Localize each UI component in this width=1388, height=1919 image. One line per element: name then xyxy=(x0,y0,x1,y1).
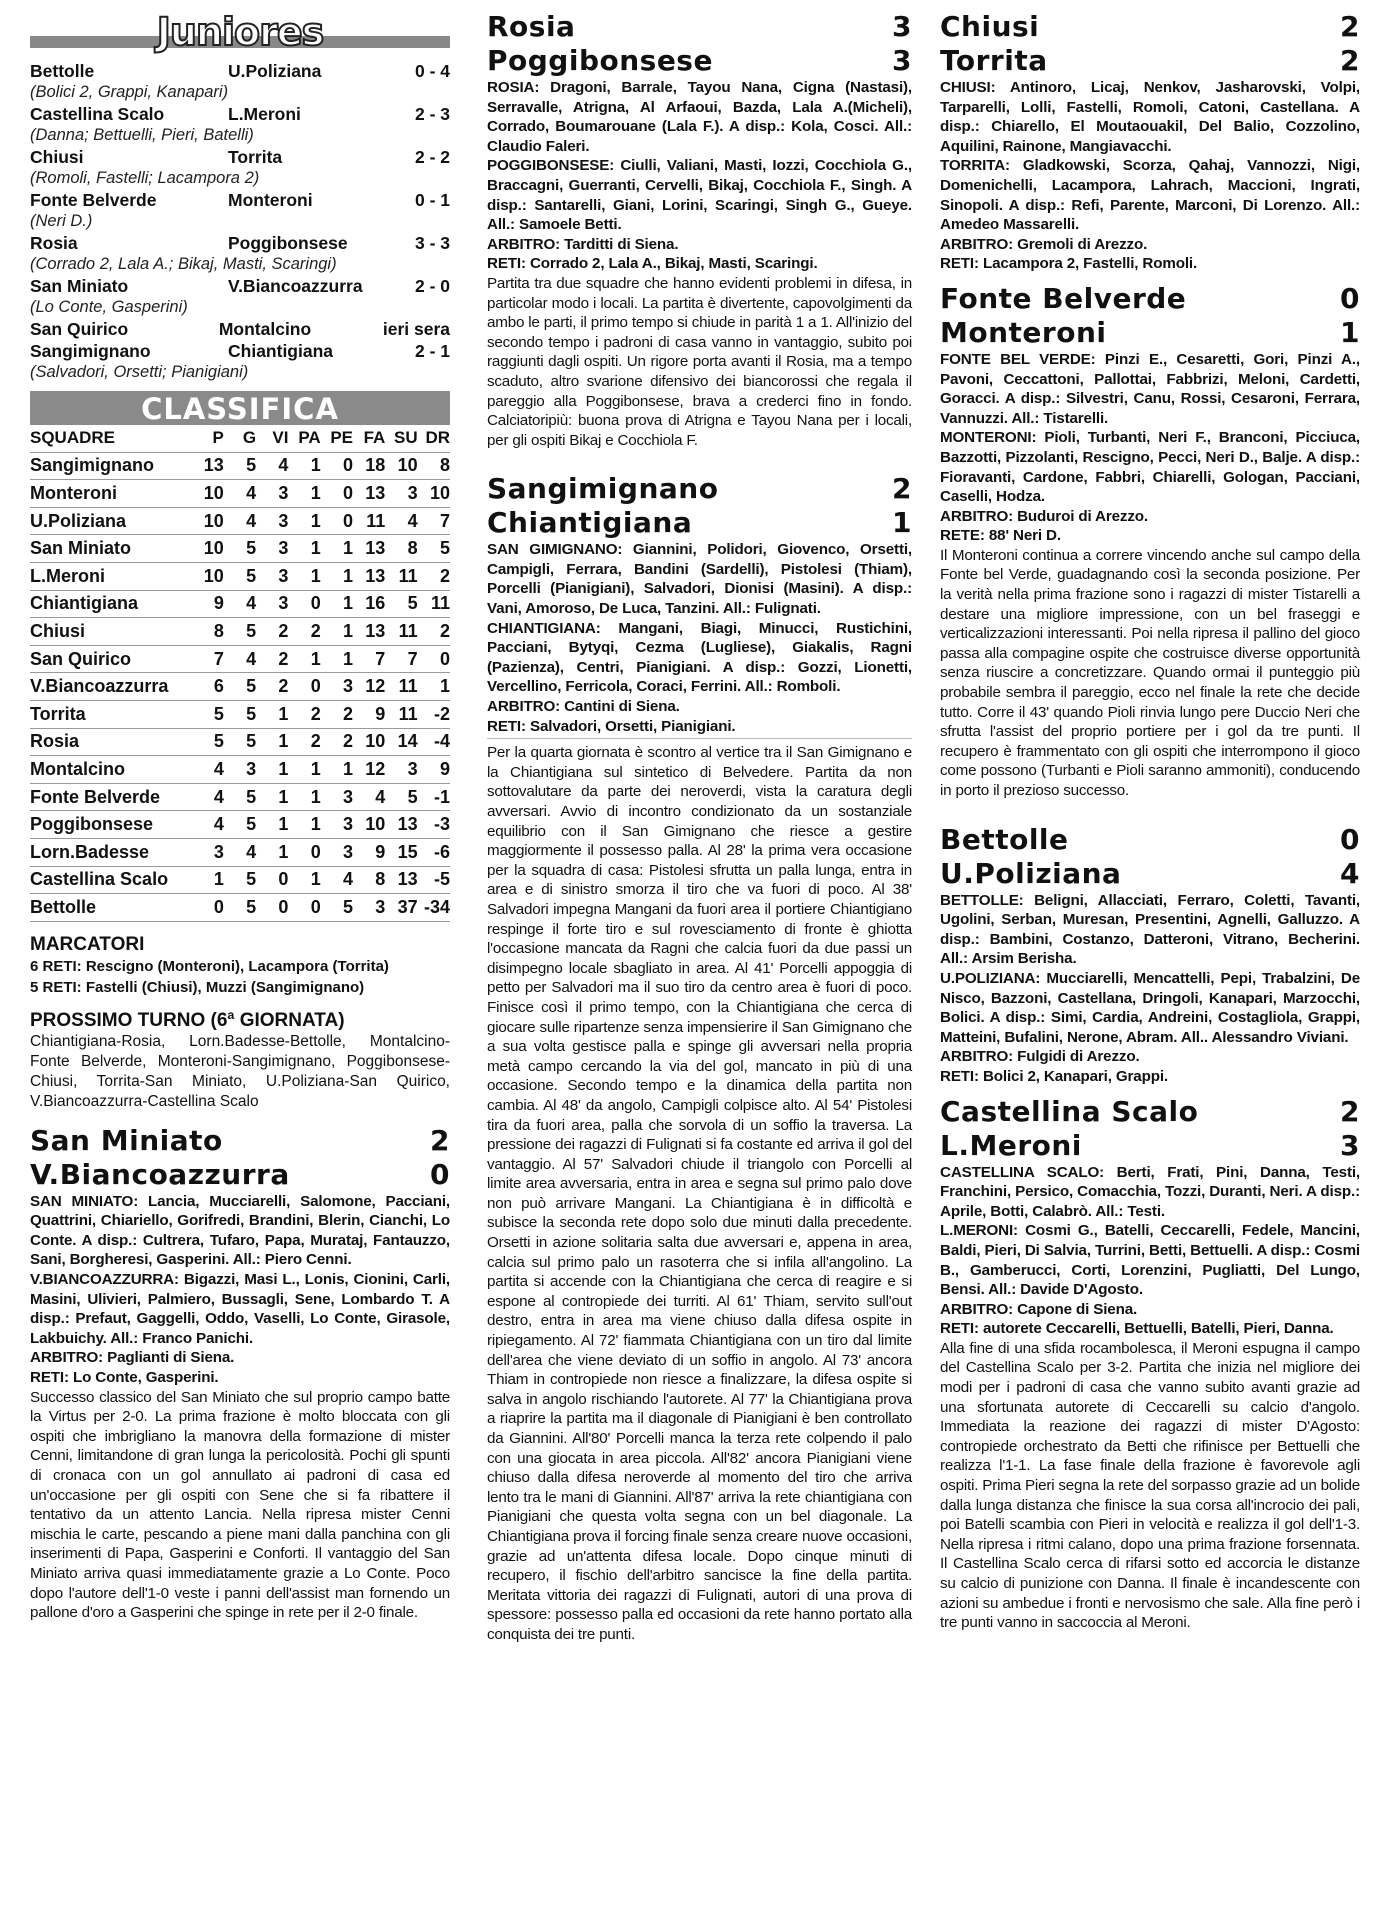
stat-cell: 1 xyxy=(288,866,320,894)
prossimo-text: Chiantigiana-Rosia, Lorn.Badesse-Bettolle, Montalcino-Fonte Belverde, Monteroni-Sangimignano, Poggibonsese-Chiusi, Torrita-San Miniato, U.Poliziana-San Quirico, V.Biancoazzurra-Castellina Scalo xyxy=(30,1032,450,1110)
stat-cell: 1 xyxy=(321,756,353,784)
stat-cell: SU xyxy=(385,425,417,452)
lineup-home: ROSIA: Dragoni, Barrale, Tayou Nana, Cigna (Nastasi), Serravalle, Atrigna, Al Arfaoui, Bazda, Lala A.(Micheli), Corrado, Boumarouane (Lala F.). A disp.: Kola, Cosci. All.: Claudio Faleri. xyxy=(487,79,912,155)
team-cell: Monteroni xyxy=(30,480,192,508)
stat-cell: 3 xyxy=(256,507,288,535)
stat-cell: 2 xyxy=(256,618,288,646)
stat-cell: 0 xyxy=(192,894,224,922)
lineup-away: POGGIBONSESE: Ciulli, Valiani, Masti, Iozzi, Cocchiola G., Braccagni, Guerranti, Cervelli, Bikaj, Cocchiola F., Singh. A disp.: Santarelli, Giani, Lorini, Scaringi, Singh G., Gueye. All.: Samoele Betti. xyxy=(487,157,912,234)
stat-cell: 3 xyxy=(256,590,288,618)
stat-cell: 2 xyxy=(321,700,353,728)
marcatori-title: MARCATORI xyxy=(30,933,145,955)
divider xyxy=(487,738,912,739)
stat-cell: FA xyxy=(353,425,385,452)
team-cell: Sangimignano xyxy=(30,452,192,480)
lineup-home: CHIUSI: Antinoro, Licaj, Nenkov, Jasharovski, Volpi, Tarparelli, Lolli, Fastelli, Romoli, Catoni, Castellana. A disp.: Chiarello, El Moutaouakil, Del Balio, Cozzolino, Aquilini, Rainone, Mangiavacchi. xyxy=(940,79,1360,155)
stat-cell: 4 xyxy=(224,838,256,866)
match-away: Chiantigiana 1 xyxy=(487,506,912,540)
standings-row xyxy=(30,728,450,756)
stat-cell: 3 xyxy=(192,838,224,866)
stat-cell: 37 xyxy=(385,894,417,922)
stat-cell: 0 xyxy=(321,480,353,508)
result-row: Fonte Belverde Monteroni 0 - 1 xyxy=(30,190,450,210)
stat-cell: 4 xyxy=(192,783,224,811)
stat-cell: 4 xyxy=(224,590,256,618)
stat-cell: 10 xyxy=(192,562,224,590)
stat-cell: P xyxy=(192,425,224,452)
team-cell: V.Biancoazzurra xyxy=(30,673,192,701)
stat-cell: 3 xyxy=(321,811,353,839)
stat-cell: VI xyxy=(256,425,288,452)
result-scorers: (Danna; Bettuelli, Pieri, Batelli) xyxy=(30,126,254,144)
lineup-away: CHIANTIGIANA: Mangani, Biagi, Minucci, Rustichini, Pacciani, Bytyqi, Cezma (Lugliese), Giakalis, Ragni (Pazienza), Centri, Pianigiani. A disp.: Gozzi, Lionetti, Vercellino, Ferricola, Coraci, Ferrini. All.: Romboli. xyxy=(487,619,912,696)
stat-cell: 13 xyxy=(192,452,224,480)
match-home: Chiusi 2 xyxy=(940,10,1360,43)
stat-cell: 1 xyxy=(288,452,320,480)
arbitro: ARBITRO: Cantini di Siena. xyxy=(487,698,680,716)
stat-cell: 3 xyxy=(385,756,417,784)
team-cell: San Miniato xyxy=(30,535,192,563)
stat-cell: 10 xyxy=(353,728,385,756)
stat-cell: 4 xyxy=(224,645,256,673)
stat-cell: 9 xyxy=(418,756,450,784)
stat-cell: 5 xyxy=(192,700,224,728)
team-cell: Rosia xyxy=(30,728,192,756)
stat-cell: 1 xyxy=(192,866,224,894)
stat-cell: 3 xyxy=(385,480,417,508)
stat-cell: 13 xyxy=(385,866,417,894)
stat-cell: 0 xyxy=(256,866,288,894)
standings-row xyxy=(30,480,450,508)
stat-cell: 3 xyxy=(321,838,353,866)
arbitro: ARBITRO: Buduroi di Arezzo. xyxy=(940,507,1148,525)
stat-cell: 0 xyxy=(321,452,353,480)
stat-cell: 8 xyxy=(353,866,385,894)
stat-cell: 5 xyxy=(385,783,417,811)
stat-cell: 0 xyxy=(288,838,320,866)
match-home: San Miniato 2 xyxy=(30,1123,450,1157)
column-left xyxy=(30,10,450,1623)
reti: RETI: Bolici 2, Kanapari, Grappi. xyxy=(940,1067,1168,1085)
stat-cell: 2 xyxy=(418,618,450,646)
stat-cell: 3 xyxy=(321,783,353,811)
stat-cell: 13 xyxy=(353,480,385,508)
lineup-away: V.BIANCOAZZURRA: Bigazzi, Masi L., Lonis, Cionini, Carli, Masini, Ulivieri, Palmiero, Bussagli, Sene, Lombardo T. A disp.: Prefaut, Gaggelli, Oddo, Vaselli, Lo Conte, Girasole, Lakbuichy. All.: Franco Panichi. xyxy=(30,1271,450,1347)
match-away: Torrita 2 xyxy=(940,44,1360,77)
stat-cell: 6 xyxy=(192,673,224,701)
match-home: Bettolle 0 xyxy=(940,822,1360,856)
match-report: Partita tra due squadre che hanno evidenti problemi in difesa, in particolar modo i locali. La partita è divertente, capovolgimenti da ambo le parti, il primo tempo si chiude in parità 1 a 1. All'inizio del secondo tempo i padroni di casa vanno in vantaggio, subito poi raggiunti dagli ospiti. Un rigore porta avanti il Rosia, ma a tempo scaduto, altro svarione difensivo dei biancorossi che regala il pareggio alla Poggibonsese, brava a crederci fino in fondo. Calciatoripiù: buona prova di Atrigna e Tayou Nana per i locali, per gli ospiti Bikaj e Cocchiola F. xyxy=(487,274,912,449)
stat-cell: 5 xyxy=(224,811,256,839)
stat-cell: 2 xyxy=(418,562,450,590)
stat-cell: 5 xyxy=(321,894,353,922)
stat-cell: 0 xyxy=(256,894,288,922)
stat-cell: -2 xyxy=(418,700,450,728)
lineup-away: U.POLIZIANA: Mucciarelli, Mencattelli, Pepi, Trabalzini, De Nisco, Bazzoni, Castellana, Dringoli, Kanapari, Marzocchi, Bolici. A disp.: Simi, Cardia, Andreini, Costagliola, Grappi, Matteini, Bufalini, Nerone, Abram. All.. Alessandro Viviani. xyxy=(940,969,1360,1046)
stat-cell: 15 xyxy=(385,838,417,866)
stat-cell: 0 xyxy=(288,673,320,701)
team-cell: Bettolle xyxy=(30,894,192,922)
standings-row xyxy=(30,700,450,728)
stat-cell: 11 xyxy=(385,700,417,728)
stat-cell: 16 xyxy=(353,590,385,618)
match-away: Monteroni 1 xyxy=(940,315,1360,349)
stat-cell: 1 xyxy=(321,590,353,618)
stat-cell: 8 xyxy=(418,452,450,480)
team-cell: Castellina Scalo xyxy=(30,866,192,894)
stat-cell: 1 xyxy=(321,618,353,646)
stat-cell: 12 xyxy=(353,673,385,701)
stat-cell: 4 xyxy=(256,452,288,480)
stat-cell: -3 xyxy=(418,811,450,839)
stat-cell: 1 xyxy=(256,783,288,811)
stat-cell: 8 xyxy=(385,535,417,563)
stat-cell: 5 xyxy=(224,866,256,894)
team-cell: Chiantigiana xyxy=(30,590,192,618)
result-row: Sangimignano Chiantigiana 2 - 1 xyxy=(30,341,450,361)
standings-header-row xyxy=(30,425,450,452)
stat-cell: 2 xyxy=(256,673,288,701)
match-away: Poggibonsese 3 xyxy=(487,44,912,77)
stat-cell: 4 xyxy=(192,811,224,839)
arbitro: ARBITRO: Capone di Siena. xyxy=(940,1300,1138,1318)
lineup-home: BETTOLLE: Beligni, Allacciati, Ferraro, Coletti, Tavanti, Ugolini, Serban, Muresan, Presentini, Agnelli, Galluzzo. A disp.: Bambini, Costanzo, Datteroni, Vitrano, Becherini. All.: Arsim Berisha. xyxy=(940,891,1360,968)
stat-cell: 1 xyxy=(321,562,353,590)
stat-cell: 1 xyxy=(256,728,288,756)
stat-cell: 5 xyxy=(224,673,256,701)
arbitro: ARBITRO: Tarditti di Siena. xyxy=(487,235,679,253)
stat-cell: 5 xyxy=(224,452,256,480)
result-row: Rosia Poggibonsese 3 - 3 xyxy=(30,233,450,253)
stat-cell: 14 xyxy=(385,728,417,756)
match-report: Il Monteroni continua a correre vincendo anche sul campo della Fonte bel Verde, guadagnando così la seconda posizione. Per la verità nella prima frazione sono i ragazzi di mister Tistarelli a destare una migliore impressione, con un bel fraseggi e verticalizzazioni interessanti. Poi nella ripresa il pallino del gioco passa alla compagine ospite che costruisce diverse opportunità senza riuscire a concretizzare. Quando ormai il punteggio più probabile sembra il pareggio, ecco nel finale la rete che decide tutto. Corre il 43' quando Pioli rinvia lungo pere Duccio Neri che sfrutta l'assist del proprio portiere per i gol da tre punti. Il recupero è frammentato con gli ospiti che interrompono il gioco come possono (Turbanti e Pioli saranno ammoniti), conducendo in porto il prezioso successo. xyxy=(940,546,1360,799)
stat-cell: 4 xyxy=(192,756,224,784)
stat-cell: 11 xyxy=(418,590,450,618)
lineup-home: FONTE BEL VERDE: Pinzi E., Cesaretti, Gori, Pinzi A., Pavoni, Ceccattoni, Pallottai, Fabbrizi, Meloni, Cardetti, Goracci. A disp.: Silvestri, Canu, Rossi, Cesaroni, Ferrara, Vannuzzi. All.: Tistarelli. xyxy=(940,350,1360,427)
stat-cell: 5 xyxy=(224,783,256,811)
reti: RETI: Lacampora 2, Fastelli, Romoli. xyxy=(940,255,1198,273)
standings-row xyxy=(30,866,450,894)
stat-cell: 10 xyxy=(192,507,224,535)
standings-row xyxy=(30,673,450,701)
standings-row xyxy=(30,590,450,618)
match-report: Per la quarta giornata è scontro al vertice tra il San Gimignano e la Chiantigiana sul sintetico di Belvedere. Partita da non sottovalutare da parte dei neroverdi, vista la caratura degli avversari. Avvio di incontro condizionato da un sostanziale equilibrio con il San Gimignano che riesce a gestire maggiormente il possesso palla. Al 28' la prima vera occasione per la squadra di casa: Pistolesi sfrutta un palla lunga, entra in area e di sinistro smorza il tiro che va fuori di poco. Al 38' Salvadori impegna Mangani da fuori area il portiere Chiantigiano respinge il forte tiro e sul rovesciamento di fronte è ghiotta l'occasione mancata da Ragni che calcia fuori da due passi un disimpegno locale sbagliato in area. Al 41' Porcelli appoggia di petto per Salvadori ma il suo tiro da centro area è fuori di poco. Finisce così il primo tempo, con la Chiantigiana che cerca di giocare sulle ripartenze senza impensierire il San Gimignano che a sua volta gestisce palla e spinge gli avversari nella propria metà campo cercando la via del gol, mancato in più di una occasione. Secondo tempo e la dinamica della partita non cambia. Al 48' da angolo, Campigli colpisce alto. Al 54' Pistolesi tira da fuori area, palla che sorvola di un soffio la traversa. La pressione dei ragazzi di Fulignati si fa costante ed arriva il gol del vantaggio. Al 57' Salvadori chiude il triangolo con Porcelli al limite area avversaria, entra in area e segna sul primo palo dove non può arrivare Mangani. La Chiantigiana è in difficoltà e subisce la seconda rete dopo solo due minuti dalla precedente. Orsetti in azione solitaria salta due avversari e, appena in area, calcia sul primo palo un rasoterra che si infila all'angolino. La partita si accende con la Chiantigiana che cerca di reagire e si espone al contropiede dei turriti. Al 61' Thiam, servito sull'out destro, entra in area ma viene chiuso dalla difesa ospite in ripiegamento. Al 72' fiammata Chiantigiana con un tiro dal limite dell'area che viene deviato di un soffio in angolo. Al 73' ancora Thiam in contropiede non riesce a finalizzare, la difesa ospite si salva in angolo rischiando l'autorete. Al 77' la Chiantigiana prova a riaprire la partita ma il diagonale di Pianigiani è ben controllato da Giannini. All'80' Porcelli manca la terza rete colpendo il palo con una giocata in area piccola. All'82' ancora Pianigiani viene chiuso dalla difesa neroverde al momento del tiro che arriva lento tra le mani di Giannini. All'87' arriva la rete chiantigiana con Pianigiani che questa volta segna con un bel diagonale. La Chiantigiana prova il forcing finale senza creare nuove occasioni, grazie ad un'attenta difesa locale. Dopo cinque minuti di recupero, il fischio dell'arbitro sancisce la fine della partita. Meritata vittoria dei ragazzi di Fulignati, autori di una prova di spessore: possesso palla ed occasioni da rete hanno portato alla conquista dei tre punti. xyxy=(487,744,912,1643)
match-report: Alla fine di una sfida rocambolesca, il Meroni espugna il campo del Castellina Scalo per 3-2. Partita che inizia nel migliore dei modi per i padroni di casa che vanno subito avanti grazie ad una sfortunata autorete di Ceccarelli su calcio d'angolo. Immediata la reazione dei ragazzi di mister D'Agosto: contropiede orchestrato da Betti che rifinisce per Bettuelli che realizza l'1-1. La fase finale della frazione è favorevole agli ospiti. Prima Pieri segna la rete del sorpasso grazie ad un bolide dalla lunga distanza che finisce la sua corsa all'incrocio dei pali, poi Batelli scambia con Pieri in velocità e realizza il gol dell'1-3. Nella ripresa i ritmi calano, dopo una prima frazione forsennata. Il Castellina Scalo cerca di rifarsi sotto ed accorcia le distanze su calcio di punizione con Danna. Il finale è incandescente con azioni su ambedue i fronti e nervosismo che sale. Alla fine però i tre punti vanno in saccoccia al Meroni. xyxy=(940,1339,1360,1632)
stat-cell: 5 xyxy=(385,590,417,618)
match-report: Successo classico del San Miniato che sul proprio campo batte la Virtus per 2-0. La prima frazione è molto bloccata con gli ospiti che imbrigliano la manovra della formazione di mister Cenni, limitandone di gran lunga la pericolosità. Pochi gli spunti di cronaca con un gol annullato ai padroni di casa ed un'occasione per gli ospiti con Sene che si fa ribattere il tentativo da un attento Lancia. Nella ripresa mister Cenni mischia le carte, pescando a piene mani dalla panchina con gli inserimenti di Papa, Gasperini e Conforti. Il vantaggio del San Miniato arriva quasi immediatamente grazie a Lo Conte. Poco dopo l'autore dell'1-0 veste i panni dell'assist man fornendo un pallone d'oro a Gasperini che spinge in rete per il 2-0 finale. xyxy=(30,1388,450,1622)
standings-row xyxy=(30,535,450,563)
stat-cell: 4 xyxy=(224,480,256,508)
results-list xyxy=(30,60,450,383)
team-cell: Lorn.Badesse xyxy=(30,838,192,866)
section-title: Juniores xyxy=(156,10,324,54)
stat-cell: 1 xyxy=(256,700,288,728)
stat-cell: 5 xyxy=(224,894,256,922)
stat-cell: 11 xyxy=(385,673,417,701)
stat-cell: 3 xyxy=(256,562,288,590)
stat-cell: 2 xyxy=(256,645,288,673)
stat-cell: 1 xyxy=(288,562,320,590)
team-cell: U.Poliziana xyxy=(30,507,192,535)
standings-row xyxy=(30,811,450,839)
team-cell: Montalcino xyxy=(30,756,192,784)
stat-cell: 13 xyxy=(353,562,385,590)
standings-row xyxy=(30,562,450,590)
stat-cell: PA xyxy=(288,425,320,452)
stat-cell: 13 xyxy=(353,618,385,646)
stat-cell: 1 xyxy=(288,645,320,673)
classifica-header: CLASSIFICA xyxy=(30,391,450,425)
reti: RETI: autorete Ceccarelli, Bettuelli, Batelli, Pieri, Danna. xyxy=(940,1320,1334,1338)
stat-cell: 7 xyxy=(385,645,417,673)
stat-cell: 8 xyxy=(192,618,224,646)
stat-cell: G xyxy=(224,425,256,452)
stat-cell: 4 xyxy=(224,507,256,535)
stat-cell: -4 xyxy=(418,728,450,756)
reti: RETI: Lo Conte, Gasperini. xyxy=(30,1369,219,1387)
lineup-away: L.MERONI: Cosmi G., Batelli, Ceccarelli, Fedele, Mancini, Baldi, Pieri, Di Salvia, Turrini, Betti, Bettuelli. A disp.: Cosmi B., Gamberucci, Corti, Lorenzini, Pugliatti, Del Lungo, Bensi. All.: Davide D'Agosto. xyxy=(940,1222,1360,1299)
standings-row xyxy=(30,507,450,535)
stat-cell: 12 xyxy=(353,756,385,784)
match-away: V.Biancoazzurra 0 xyxy=(30,1157,450,1191)
stat-cell: 9 xyxy=(353,838,385,866)
column-right xyxy=(940,10,1360,1633)
stat-cell: -34 xyxy=(418,894,450,922)
stat-cell: 1 xyxy=(288,480,320,508)
stat-cell: 4 xyxy=(385,507,417,535)
lineup-home: SAN MINIATO: Lancia, Mucciarelli, Salomone, Pacciani, Quattrini, Chiariello, Gorifredi, Brandini, Blerin, Cianchi, Lo Conte. A disp.: Cultrera, Tufaro, Papa, Murataj, Fantauzzo, Sani, Borgheresi, Gasperini. All.: Piero Cenni. xyxy=(30,1192,450,1269)
result-row: San Miniato V.Biancoazzurra 2 - 0 xyxy=(30,276,450,296)
team-cell: San Quirico xyxy=(30,645,192,673)
stat-cell: 10 xyxy=(418,480,450,508)
stat-cell: 11 xyxy=(385,618,417,646)
lineup-away: TORRITA: Gladkowski, Scorza, Qahaj, Vannozzi, Nigi, Domenichelli, Lacampora, Lahrach, Maccioni, Ingrati, Sinopoli. A disp.: Refi, Parente, Marconi, Di Lorenzo. All.: Amedeo Massarelli. xyxy=(940,157,1360,234)
stat-cell: 5 xyxy=(224,535,256,563)
stat-cell: 2 xyxy=(288,618,320,646)
stat-cell: 10 xyxy=(385,452,417,480)
stat-cell: 2 xyxy=(321,728,353,756)
stat-cell: 2 xyxy=(288,728,320,756)
match-home: Sangimignano 2 xyxy=(487,472,912,506)
prossimo-title: PROSSIMO TURNO (6ª GIORNATA) xyxy=(30,1009,345,1031)
stat-cell: 3 xyxy=(321,673,353,701)
stat-cell: 5 xyxy=(224,728,256,756)
stat-cell: 5 xyxy=(224,618,256,646)
stat-cell: 11 xyxy=(353,507,385,535)
standings-row xyxy=(30,618,450,646)
result-scorers: (Salvadori, Orsetti; Pianigiani) xyxy=(30,363,249,381)
stat-cell: 10 xyxy=(353,811,385,839)
team-cell: Poggibonsese xyxy=(30,811,192,839)
stat-cell: 7 xyxy=(192,645,224,673)
stat-cell: 3 xyxy=(256,535,288,563)
stat-cell: 9 xyxy=(353,700,385,728)
stat-cell: 1 xyxy=(256,811,288,839)
team-cell: Fonte Belverde xyxy=(30,783,192,811)
team-cell: Torrita xyxy=(30,700,192,728)
result-scorers: (Bolici 2, Grappi, Kanapari) xyxy=(30,83,229,101)
team-cell: Chiusi xyxy=(30,618,192,646)
stat-cell: -1 xyxy=(418,783,450,811)
stat-cell: 10 xyxy=(192,535,224,563)
match-away: L.Meroni 3 xyxy=(940,1128,1360,1162)
stat-cell: 3 xyxy=(224,756,256,784)
match-home: Fonte Belverde 0 xyxy=(940,281,1360,315)
result-scorers: (Corrado 2, Lala A.; Bikaj, Masti, Scaringi) xyxy=(30,255,337,273)
stat-cell: DR xyxy=(418,425,450,452)
stat-cell: 2 xyxy=(288,700,320,728)
standings-row xyxy=(30,838,450,866)
stat-cell: 1 xyxy=(321,645,353,673)
match-home: Rosia 3 xyxy=(487,10,912,43)
match-home: Castellina Scalo 2 xyxy=(940,1094,1360,1128)
stat-cell: 1 xyxy=(256,838,288,866)
marcatori-line: 5 RETI: Fastelli (Chiusi), Muzzi (Sangimignano) xyxy=(30,978,365,996)
standings-row xyxy=(30,894,450,922)
stat-cell: 5 xyxy=(192,728,224,756)
stat-cell: 3 xyxy=(256,480,288,508)
result-row: San Quirico Montalcino ieri sera xyxy=(30,319,450,339)
result-scorers: (Neri D.) xyxy=(30,212,93,230)
stat-cell: 0 xyxy=(288,894,320,922)
stat-cell: 5 xyxy=(224,562,256,590)
stat-cell: 1 xyxy=(288,507,320,535)
stat-cell: 11 xyxy=(385,562,417,590)
result-row: Chiusi Torrita 2 - 2 xyxy=(30,147,450,167)
stat-cell: 5 xyxy=(224,700,256,728)
stat-cell: 3 xyxy=(353,894,385,922)
team-cell: L.Meroni xyxy=(30,562,192,590)
match-away: U.Poliziana 4 xyxy=(940,856,1360,890)
standings-table xyxy=(30,425,450,922)
stat-cell: 9 xyxy=(192,590,224,618)
result-scorers: (Romoli, Fastelli; Lacampora 2) xyxy=(30,169,260,187)
reti: RETE: 88' Neri D. xyxy=(940,527,1061,545)
stat-cell: 1 xyxy=(288,756,320,784)
stat-cell: 0 xyxy=(288,590,320,618)
stat-cell: 1 xyxy=(321,535,353,563)
juniores-banner xyxy=(30,10,450,54)
stat-cell: 1 xyxy=(288,535,320,563)
stat-cell: 18 xyxy=(353,452,385,480)
standings-row xyxy=(30,645,450,673)
marcatori-line: 6 RETI: Rescigno (Monteroni), Lacampora (Torrita) xyxy=(30,957,389,975)
stat-cell: 1 xyxy=(288,783,320,811)
lineup-home: SAN GIMIGNANO: Giannini, Polidori, Giovenco, Orsetti, Campigli, Ferrara, Bandini (Sardelli), Pistolesi (Thiam), Porcelli (Pianigiani), Salvadori, Dionisi (Masini). A disp.: Vani, Amoroso, De Luca, Tanzini. All.: Fulignati. xyxy=(487,541,912,618)
column-center xyxy=(487,10,912,1645)
stat-cell: 13 xyxy=(385,811,417,839)
stat-cell: 1 xyxy=(256,756,288,784)
result-scorers: (Lo Conte, Gasperini) xyxy=(30,298,188,316)
stat-cell: 7 xyxy=(353,645,385,673)
stat-cell: 5 xyxy=(418,535,450,563)
standings-row xyxy=(30,783,450,811)
reti: RETI: Salvadori, Orsetti, Pianigiani. xyxy=(487,717,736,735)
stat-cell: 4 xyxy=(321,866,353,894)
stat-cell: 1 xyxy=(418,673,450,701)
stat-cell: PE xyxy=(321,425,353,452)
arbitro: ARBITRO: Gremoli di Arezzo. xyxy=(940,235,1148,253)
arbitro: ARBITRO: Paglianti di Siena. xyxy=(30,1349,235,1367)
stat-cell: 0 xyxy=(321,507,353,535)
stat-cell: 13 xyxy=(353,535,385,563)
lineup-away: MONTERONI: Pioli, Turbanti, Neri F., Branconi, Picciuca, Bazzotti, Pizzolanti, Rescigno, Pecci, Neri D., Balje. A disp.: Fioravanti, Cardone, Fabbri, Chiarelli, Gologan, Pacciani, Caselli, Hodza. xyxy=(940,429,1360,506)
arbitro: ARBITRO: Fulgidi di Arezzo. xyxy=(940,1048,1140,1066)
stat-cell: -5 xyxy=(418,866,450,894)
standings-row xyxy=(30,756,450,784)
stat-cell: 10 xyxy=(192,480,224,508)
result-row: Bettolle U.Poliziana 0 - 4 xyxy=(30,61,450,81)
stat-cell: 7 xyxy=(418,507,450,535)
result-row: Castellina Scalo L.Meroni 2 - 3 xyxy=(30,104,450,124)
lineup-home: CASTELLINA SCALO: Berti, Frati, Pini, Danna, Testi, Franchini, Persico, Comacchia, Tozzi, Duranti, Neri. A disp.: Aprile, Botti, Calabrò. All.: Testi. xyxy=(940,1163,1360,1220)
stat-cell: -6 xyxy=(418,838,450,866)
reti: RETI: Corrado 2, Lala A., Bikaj, Masti, Scaringi. xyxy=(487,255,818,273)
stat-cell: 1 xyxy=(288,811,320,839)
standings-row xyxy=(30,452,450,480)
stat-cell: 0 xyxy=(418,645,450,673)
stat-cell: 4 xyxy=(353,783,385,811)
team-cell: SQUADRE xyxy=(30,425,192,452)
